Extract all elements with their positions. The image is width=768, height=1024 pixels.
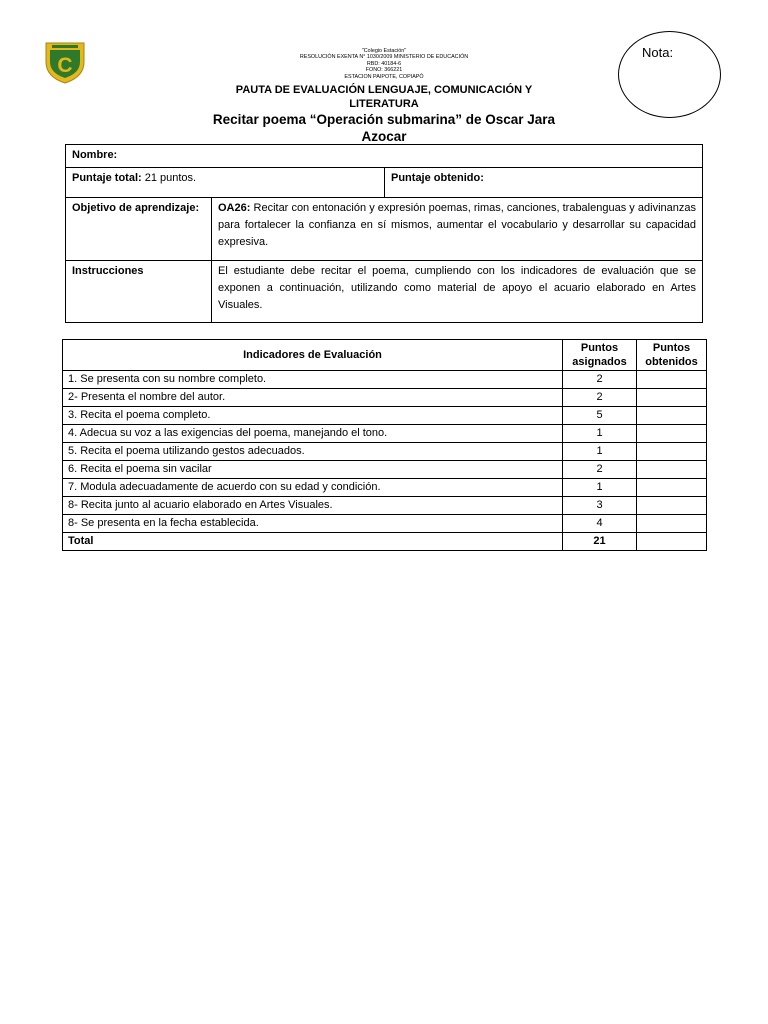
assigned-points: 4 [563,515,637,533]
objective-text-cell [212,198,703,261]
indicator-text: 3. Recita el poema completo. [63,407,563,425]
assigned-points-header: Puntos asignados [563,340,637,371]
table-row [63,479,707,497]
obtained-points-field[interactable] [637,443,707,461]
instructions-label-cell [66,261,212,323]
indicator-text: 8- Recita junto al acuario elaborado en Artes Visuales. [63,497,563,515]
name-field[interactable] [66,145,703,168]
objective-text: Recitar con entonación y expresión poemas, rimas, canciones, trabalenguas y adivinanzas para fortalecer la confianza en sí mismos, aumentar el vocabulario y desarrollar su capacidad expresiva. [218,202,696,248]
assigned-points: 3 [563,497,637,515]
grade-circle[interactable] [618,31,721,118]
obtained-points-field[interactable] [637,407,707,425]
total-label: Total [63,533,563,551]
total-score-cell [66,168,385,198]
obtained-points-field[interactable] [637,425,707,443]
school-name: "Colegio Estación" [361,48,407,54]
table-row [63,407,707,425]
instructions-text: El estudiante debe recitar el poema, cumpliendo con los indicadores de evaluación que se exponen a continuación, utilizando como material de apoyo el acuario elaborado en Artes Visuales. [212,261,703,323]
objective-label-cell [66,198,212,261]
indicators-header: Indicadores de Evaluación [63,340,563,371]
obtained-points-field[interactable] [637,515,707,533]
table-row [63,461,707,479]
obtained-score-field[interactable] [385,168,703,198]
rbd-text: RBD: 40184-6 [366,60,402,67]
objective-label: Objetivo de aprendizaje: [72,202,200,214]
indicator-text: 7. Modula adecuadamente de acuerdo con su edad y condición. [63,479,563,497]
obtained-points-field[interactable] [637,461,707,479]
obtained-points-field[interactable] [637,389,707,407]
resolution-text: RESOLUCIÓN EXENTA N° 1030/2009 MINISTERIO DE EDUCACIÓN [299,54,469,61]
student-info-table [65,144,703,323]
indicator-text: 8- Se presenta en la fecha establecida. [63,515,563,533]
table-row [63,425,707,443]
page-title: PAUTA DE EVALUACIÓN LENGUAJE, COMUNICACIÓN Y LITERATURA [235,84,533,111]
table-row [63,371,707,389]
instructions-label: Instrucciones [72,265,144,277]
obtained-points-field[interactable] [637,371,707,389]
svg-text:C: C [57,54,73,77]
document-header [200,48,568,145]
total-score-value: 21 puntos. [141,172,197,184]
obtained-points-header: Puntos obtenidos [637,340,707,371]
obtained-points-field[interactable] [637,497,707,515]
indicator-text: 4. Adecua su voz a las exigencias del poema, manejando el tono. [63,425,563,443]
indicator-text: 6. Recita el poema sin vacilar [63,461,563,479]
assigned-points: 1 [563,443,637,461]
assigned-points: 1 [563,479,637,497]
assigned-points: 2 [563,461,637,479]
table-row [63,515,707,533]
phone-text: FONO: 366221 [365,67,403,74]
address-text: ESTACION PAIPOTE, COPIAPÓ [344,73,424,80]
school-logo [43,40,87,84]
total-points: 21 [563,533,637,551]
objective-code: OA26: [218,202,251,214]
indicator-text: 1. Se presenta con su nombre completo. [63,371,563,389]
total-row [63,533,707,551]
total-score-label: Puntaje total: [72,172,142,184]
assigned-points: 2 [563,389,637,407]
assigned-points: 1 [563,425,637,443]
obtained-points-field[interactable] [637,479,707,497]
page-subtitle: Recitar poema “Operación submarina” de Oscar Jara Azocar [212,112,556,145]
total-obtained-field[interactable] [637,533,707,551]
table-row [63,497,707,515]
name-label: Nombre: [72,149,118,161]
table-row [63,389,707,407]
assigned-points: 2 [563,371,637,389]
indicator-text: 2- Presenta el nombre del autor. [63,389,563,407]
evaluation-table [62,339,707,551]
assigned-points: 5 [563,407,637,425]
obtained-score-label: Puntaje obtenido: [391,172,484,184]
grade-label: Nota: [642,45,674,60]
table-row [63,443,707,461]
indicator-text: 5. Recita el poema utilizando gestos adecuados. [63,443,563,461]
